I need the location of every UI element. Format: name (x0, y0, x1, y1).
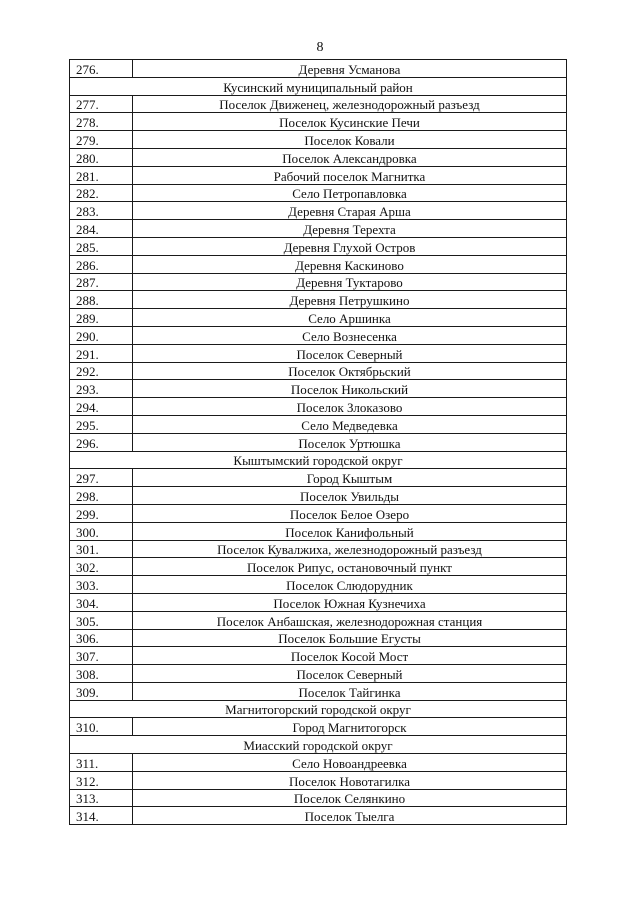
table-row (70, 718, 567, 736)
settlements-table (69, 59, 567, 825)
settlements-table-body (70, 60, 567, 825)
settlement-name: Поселок Большие Егусты (133, 629, 567, 647)
settlement-name: Деревня Глухой Остров (133, 237, 567, 255)
row-number: 291. (70, 344, 133, 362)
table-row (70, 789, 567, 807)
settlement-name: Деревня Петрушкино (133, 291, 567, 309)
settlement-name: Поселок Кувалжиха, железнодорожный разъезд (133, 540, 567, 558)
settlement-name: Поселок Александровка (133, 148, 567, 166)
table-row (70, 237, 567, 255)
row-number: 306. (70, 629, 133, 647)
settlement-name: Поселок Северный (133, 665, 567, 683)
settlement-name: Село Петропавловка (133, 184, 567, 202)
table-row (70, 593, 567, 611)
row-number: 300. (70, 522, 133, 540)
table-row (70, 291, 567, 309)
settlement-name: Поселок Ковали (133, 131, 567, 149)
table-row (70, 665, 567, 683)
row-number: 303. (70, 576, 133, 594)
settlement-name: Поселок Канифольный (133, 522, 567, 540)
table-row (70, 522, 567, 540)
row-number: 295. (70, 415, 133, 433)
settlement-name: Село Аршинка (133, 309, 567, 327)
section-title: Магнитогорский городской округ (70, 700, 567, 718)
settlement-name: Село Медведевка (133, 415, 567, 433)
row-number: 276. (70, 60, 133, 78)
row-number: 314. (70, 807, 133, 825)
row-number: 297. (70, 469, 133, 487)
row-number: 304. (70, 593, 133, 611)
settlement-name: Поселок Рипус, остановочный пункт (133, 558, 567, 576)
row-number: 310. (70, 718, 133, 736)
settlement-name: Поселок Селянкино (133, 789, 567, 807)
settlement-name: Деревня Туктарово (133, 273, 567, 291)
row-number: 308. (70, 665, 133, 683)
row-number: 294. (70, 398, 133, 416)
row-number: 278. (70, 113, 133, 131)
settlement-name: Поселок Кусинские Печи (133, 113, 567, 131)
row-number: 284. (70, 220, 133, 238)
settlement-name: Село Новоандреевка (133, 754, 567, 772)
row-number: 301. (70, 540, 133, 558)
row-number: 305. (70, 611, 133, 629)
row-number: 286. (70, 255, 133, 273)
settlement-name: Деревня Старая Арша (133, 202, 567, 220)
table-row (70, 647, 567, 665)
settlement-name: Поселок Октябрьский (133, 362, 567, 380)
row-number: 281. (70, 166, 133, 184)
row-number: 292. (70, 362, 133, 380)
table-row (70, 166, 567, 184)
table-row (70, 113, 567, 131)
row-number: 302. (70, 558, 133, 576)
settlement-name: Город Кыштым (133, 469, 567, 487)
row-number: 290. (70, 326, 133, 344)
table-row (70, 469, 567, 487)
table-row (70, 611, 567, 629)
table-row (70, 202, 567, 220)
section-title: Кыштымский городской округ (70, 451, 567, 469)
table-row (70, 309, 567, 327)
page-number: 8 (316, 40, 324, 55)
table-row (70, 148, 567, 166)
row-number: 279. (70, 131, 133, 149)
row-number: 309. (70, 682, 133, 700)
table-row (70, 131, 567, 149)
row-number: 307. (70, 647, 133, 665)
settlement-name: Деревня Усманова (133, 60, 567, 78)
table-row (70, 380, 567, 398)
settlement-name: Поселок Слюдорудник (133, 576, 567, 594)
section-title: Кусинский муниципальный район (70, 77, 567, 95)
table-row (70, 273, 567, 291)
table-row (70, 362, 567, 380)
settlement-name: Поселок Анбашская, железнодорожная станция (133, 611, 567, 629)
settlement-name: Поселок Белое Озеро (133, 504, 567, 522)
table-row (70, 60, 567, 78)
section-header-row (70, 451, 567, 469)
table-row (70, 415, 567, 433)
table-row (70, 771, 567, 789)
row-number: 285. (70, 237, 133, 255)
settlement-name: Поселок Тайгинка (133, 682, 567, 700)
table-row (70, 220, 567, 238)
settlement-name: Поселок Косой Мост (133, 647, 567, 665)
settlement-name: Поселок Южная Кузнечиха (133, 593, 567, 611)
table-row (70, 184, 567, 202)
table-row (70, 807, 567, 825)
row-number: 277. (70, 95, 133, 113)
settlement-name: Поселок Злоказово (133, 398, 567, 416)
section-header-row (70, 700, 567, 718)
row-number: 288. (70, 291, 133, 309)
settlement-name: Поселок Движенец, железнодорожный разъезд (133, 95, 567, 113)
row-number: 299. (70, 504, 133, 522)
section-header-row (70, 77, 567, 95)
row-number: 287. (70, 273, 133, 291)
settlement-name: Поселок Уртюшка (133, 433, 567, 451)
section-title: Миасский городской округ (70, 736, 567, 754)
row-number: 296. (70, 433, 133, 451)
row-number: 298. (70, 487, 133, 505)
settlement-name: Деревня Терехта (133, 220, 567, 238)
table-row (70, 576, 567, 594)
row-number: 283. (70, 202, 133, 220)
table-row (70, 344, 567, 362)
row-number: 282. (70, 184, 133, 202)
settlement-name: Поселок Новотагилка (133, 771, 567, 789)
row-number: 311. (70, 754, 133, 772)
section-header-row (70, 736, 567, 754)
table-row (70, 504, 567, 522)
table-row (70, 433, 567, 451)
settlement-name: Город Магнитогорск (133, 718, 567, 736)
table-row (70, 558, 567, 576)
settlement-name: Поселок Никольский (133, 380, 567, 398)
table-row (70, 754, 567, 772)
table-row (70, 95, 567, 113)
table-row (70, 629, 567, 647)
table-row (70, 540, 567, 558)
table-row (70, 326, 567, 344)
table-row (70, 398, 567, 416)
settlement-name: Поселок Тыелга (133, 807, 567, 825)
table-row (70, 487, 567, 505)
row-number: 313. (70, 789, 133, 807)
table-row (70, 682, 567, 700)
row-number: 289. (70, 309, 133, 327)
row-number: 280. (70, 148, 133, 166)
row-number: 293. (70, 380, 133, 398)
settlement-name: Деревня Каскиново (133, 255, 567, 273)
settlement-name: Поселок Увильды (133, 487, 567, 505)
row-number: 312. (70, 771, 133, 789)
table-row (70, 255, 567, 273)
settlement-name: Поселок Северный (133, 344, 567, 362)
settlement-name: Рабочий поселок Магнитка (133, 166, 567, 184)
settlement-name: Село Вознесенка (133, 326, 567, 344)
